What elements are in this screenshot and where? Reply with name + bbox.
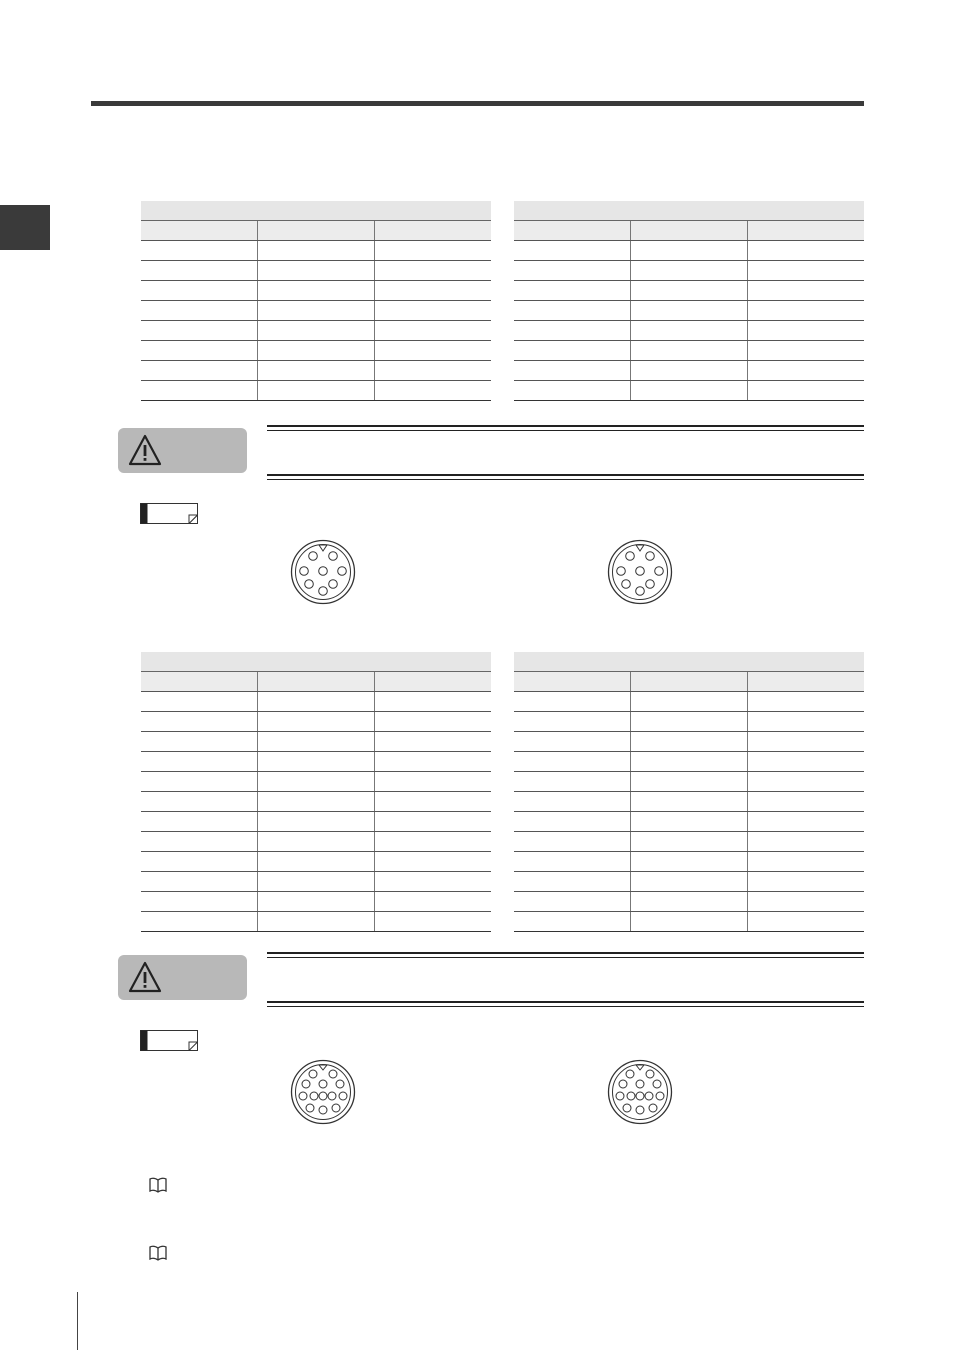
table-row (514, 361, 864, 381)
column-header (258, 672, 375, 692)
table-row (514, 321, 864, 341)
column-header (258, 221, 375, 241)
table-row (141, 832, 491, 852)
table-row (514, 261, 864, 281)
pin-table-b-left (141, 652, 491, 932)
book-icon (148, 1176, 168, 1194)
column-header (141, 221, 258, 241)
table-row (141, 241, 491, 261)
table-row (514, 692, 864, 712)
caution-rule-top (267, 425, 864, 431)
table-row (141, 852, 491, 872)
table-row (141, 361, 491, 381)
table-row (141, 381, 491, 401)
pin-table-b-right (514, 652, 864, 932)
pin-table-a-left (141, 201, 491, 401)
table-row (514, 772, 864, 792)
table-row (514, 341, 864, 361)
table-row (514, 241, 864, 261)
table-row (514, 832, 864, 852)
table-caption (514, 652, 864, 672)
table-row (141, 772, 491, 792)
table-row (514, 792, 864, 812)
table-row (141, 692, 491, 712)
pin-table-a-right (514, 201, 864, 401)
table-caption (141, 201, 491, 221)
caution-badge (118, 955, 247, 1000)
table-row (141, 281, 491, 301)
column-header (631, 221, 748, 241)
memo-note-icon (140, 503, 198, 524)
connector-8pin-icon (607, 539, 673, 605)
table-caption (514, 201, 864, 221)
table-row (141, 732, 491, 752)
column-header (374, 672, 491, 692)
margin-line (77, 1292, 78, 1350)
caution-rule-bottom (267, 474, 864, 480)
table-row (141, 892, 491, 912)
caution-rule-bottom (267, 1001, 864, 1007)
table-row (514, 281, 864, 301)
connector-12pin-icon (607, 1059, 673, 1125)
table-row (514, 381, 864, 401)
table-row (514, 301, 864, 321)
column-header (514, 221, 631, 241)
table-row (514, 912, 864, 932)
column-header (141, 672, 258, 692)
table-row (141, 812, 491, 832)
table-row (141, 261, 491, 281)
table-row (141, 301, 491, 321)
column-header (374, 221, 491, 241)
top-rule (91, 101, 864, 106)
table-row (141, 792, 491, 812)
warning-triangle-icon (128, 961, 162, 993)
connector-8pin-icon (290, 539, 356, 605)
table-row (514, 712, 864, 732)
table-row (141, 912, 491, 932)
book-icon (148, 1244, 168, 1262)
table-row (514, 812, 864, 832)
table-caption (141, 652, 491, 672)
table-row (141, 752, 491, 772)
table-row (514, 872, 864, 892)
column-header (514, 672, 631, 692)
warning-triangle-icon (128, 434, 162, 466)
table-row (514, 752, 864, 772)
table-row (141, 872, 491, 892)
memo-note-icon (140, 1030, 198, 1051)
table-row (141, 712, 491, 732)
column-header (747, 221, 864, 241)
caution-badge (118, 428, 247, 473)
table-row (514, 852, 864, 872)
caution-rule-top (267, 952, 864, 958)
chapter-tab (0, 205, 50, 250)
table-row (514, 732, 864, 752)
column-header (747, 672, 864, 692)
column-header (631, 672, 748, 692)
table-row (141, 341, 491, 361)
table-row (141, 321, 491, 341)
connector-12pin-icon (290, 1059, 356, 1125)
table-row (514, 892, 864, 912)
